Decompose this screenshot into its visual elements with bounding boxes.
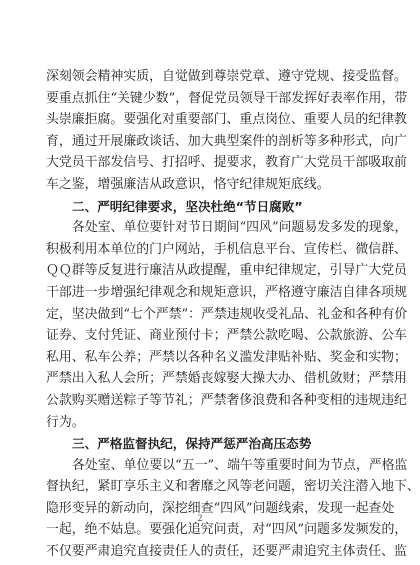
text-line: 车之鉴，增强廉洁从政意识，恪守纪律规矩底线。 (46, 176, 330, 192)
text-line: 督执纪，紧盯享乐主义和奢靡之风等老问题，密切关注潜入地下、 (46, 479, 420, 495)
section-heading-2: 二、严明纪律要求，坚决杜绝“节日腐败” (72, 198, 303, 214)
text-line: 严禁出入私人会所；严禁婚丧嫁娶大操大办、借机敛财；严禁用 (46, 371, 407, 387)
document-body (46, 66, 420, 563)
text-line: 私用、私车公养；严禁以各种名义滥发津贴补贴、奖金和实物； (46, 349, 407, 365)
text-line: 证券、支付凭证、商业预付卡；严禁公款吃喝、公款旅游、公车 (46, 328, 407, 344)
page-number: 2 (197, 513, 203, 523)
text-line: 不仅要严肃追究直接责任人的责任，还要严肃追究主体责任、监 (46, 544, 407, 560)
text-line: 头崇廉拒腐。要强化对重要部门、重点岗位、重要人员的纪律教 (46, 112, 407, 128)
text-line: 一起，绝不姑息。要强化追究问责，对“四风”问题多发频发的， (46, 522, 408, 538)
section-heading-3: 三、严格监督执纪，保持严惩严治高压态势 (72, 436, 312, 452)
text-line: 各处室、单位要以“五一”、端午等重要时间为节点，严格监 (72, 457, 408, 473)
text-line: 干部进一步增强纪律观念和规矩意识，严格遵守廉洁自律各项规 (46, 284, 407, 300)
text-line: 公款购买赠送粽子等节礼；严禁奢侈浪费和各种变相的违规违纪 (46, 392, 407, 408)
text-line: 隐形变异的新动向，深挖细查“四风”问题线索，发现一起查处 (46, 500, 395, 516)
text-line: 育，通过开展廉政谈话、加大典型案件的剖析等多种形式，向广 (46, 133, 407, 149)
text-line: 深刻领会精神实质，自觉做到尊崇党章、遵守党规、接受监督。 (46, 69, 407, 84)
text-line: 要重点抓住“关键少数”，督促党员领导干部发挥好表率作用，带 (46, 90, 408, 106)
text-line: 大党员干部发信号、打招呼、提要求，教育广大党员干部吸取前 (46, 155, 407, 171)
text-line: 定，坚决做到“七个严禁”：严禁违规收受礼品、礼金和各种有价 (46, 306, 408, 322)
text-line: 行为。 (46, 414, 85, 430)
text-line: 各处室、单位要针对节日期间“四风”问题易发多发的现象， (72, 220, 408, 236)
text-line: 积极利用本单位的门户网站，手机信息平台、宣传栏、微信群、 (46, 241, 407, 257)
text-line: ＱＱ群等反复进行廉洁从政提醒，重申纪律规定，引导广大党员 (46, 263, 407, 279)
